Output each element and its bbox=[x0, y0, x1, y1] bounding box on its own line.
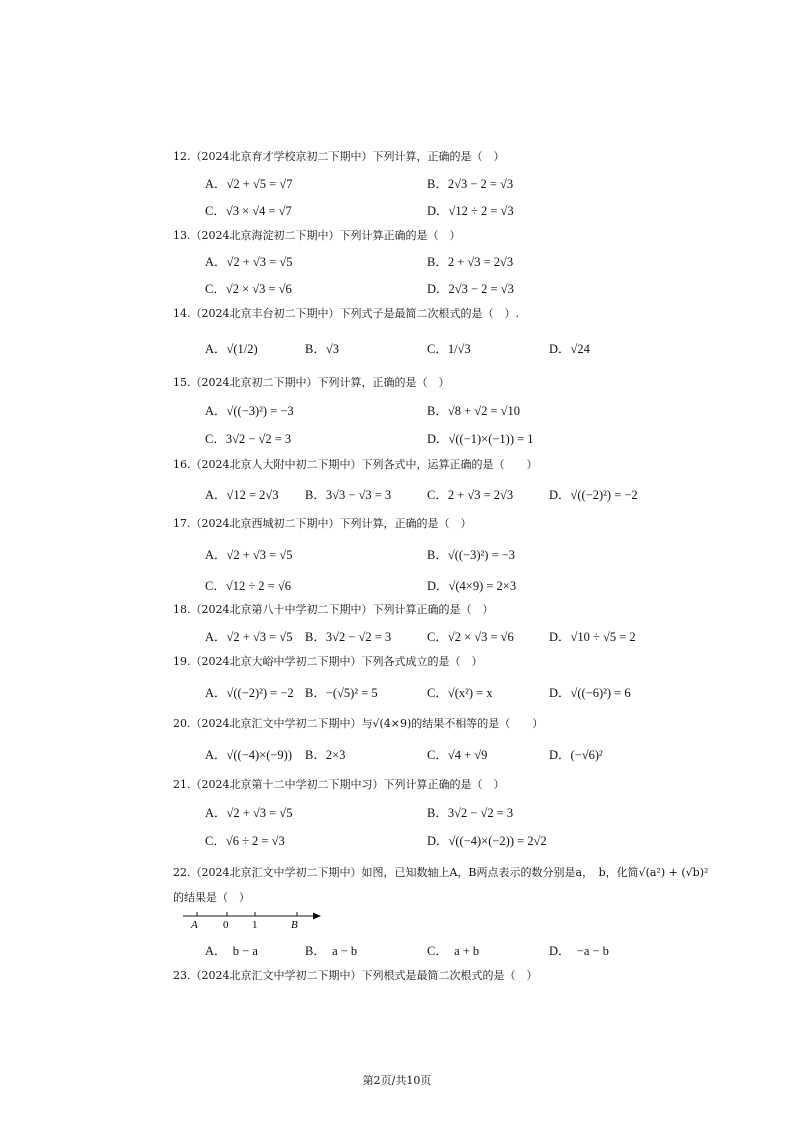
question-21-option-d: D．√((−4)×(−2)) = 2√2 bbox=[427, 834, 547, 848]
question-18-option-d: D．√10 ÷ √5 = 2 bbox=[549, 630, 636, 644]
question-14-stem: 14.（2024北京丰台初二下期中）下列式子是最简二次根式的是（ ）. bbox=[173, 307, 519, 320]
number-line-figure bbox=[183, 910, 323, 930]
question-18-option-a: A．√2 + √3 = √5 bbox=[205, 630, 293, 644]
question-19-option-a: A．√((−2)²) = −2 bbox=[205, 686, 294, 700]
question-12-option-c: C．√3 × √4 = √7 bbox=[205, 204, 292, 218]
number-line-arrow-icon bbox=[313, 913, 321, 920]
question-22-option-c: C． a + b bbox=[427, 944, 480, 958]
question-15-option-b: B．√8 + √2 = √10 bbox=[427, 404, 521, 418]
question-20-stem: 20.（2024北京汇文中学初二下期中）与√(4×9)的结果不相等的是（ ） bbox=[173, 717, 544, 730]
question-12-option-d: D．√12 ÷ 2 = √3 bbox=[427, 204, 514, 218]
question-13-option-b: B．2 + √3 = 2√3 bbox=[427, 255, 514, 269]
question-20-option-b: B．2×3 bbox=[305, 748, 346, 762]
question-12-stem: 12.（2024北京育才学校京初二下期中）下列计算，正确的是（ ） bbox=[173, 150, 505, 163]
question-19-option-b: B．−(√5)² = 5 bbox=[305, 686, 378, 700]
question-22-option-b: B． a − b bbox=[305, 944, 358, 958]
question-14-option-a: A．√(1/2) bbox=[205, 342, 258, 356]
question-21-option-b: B．3√2 − √2 = 3 bbox=[427, 806, 514, 820]
question-20-option-c: C．√4 + √9 bbox=[427, 748, 488, 762]
question-17-option-d: D．√(4×9) = 2×3 bbox=[427, 579, 517, 593]
question-19-option-c: C．√(x²) = x bbox=[427, 686, 493, 700]
question-22-option-d: D． −a − b bbox=[549, 944, 609, 958]
question-23-stem: 23.（2024北京汇文中学初二下期中）下列根式是最简二次根式的是（ ） bbox=[173, 969, 538, 982]
page-number: 第2页/共10页 bbox=[362, 1074, 432, 1087]
question-12-option-b: B．2√3 − 2 = √3 bbox=[427, 177, 514, 191]
label-a: A bbox=[191, 919, 198, 930]
question-17-option-b: B．√((−3)²) = −3 bbox=[427, 548, 515, 562]
question-16-option-a: A．√12 = 2√3 bbox=[205, 488, 279, 502]
question-22-stem-continued: 的结果是（ ） bbox=[173, 891, 250, 904]
question-16-option-b: B．3√3 − √3 = 3 bbox=[305, 488, 392, 502]
question-14-option-d: D．√24 bbox=[549, 342, 590, 356]
question-19-option-d: D．√((−6)²) = 6 bbox=[549, 686, 631, 700]
question-21-option-a: A．√2 + √3 = √5 bbox=[205, 806, 293, 820]
question-22-option-a: A． b − a bbox=[205, 944, 258, 958]
question-17-option-a: A．√2 + √3 = √5 bbox=[205, 548, 293, 562]
question-17-stem: 17.（2024北京西城初二下期中）下列计算，正确的是（ ） bbox=[173, 517, 472, 530]
question-13-option-a: A．√2 + √3 = √5 bbox=[205, 255, 293, 269]
question-18-option-b: B．3√2 − √2 = 3 bbox=[305, 630, 392, 644]
question-13-option-c: C．√2 × √3 = √6 bbox=[205, 282, 292, 296]
question-13-stem: 13.（2024北京海淀初二下期中）下列计算正确的是（ ） bbox=[173, 229, 461, 242]
question-12-option-a: A．√2 + √5 = √7 bbox=[205, 177, 293, 191]
question-21-option-c: C．√6 ÷ 2 = √3 bbox=[205, 834, 285, 848]
label-0: 0 bbox=[223, 919, 229, 930]
question-19-stem: 19.（2024北京大峪中学初二下期中）下列各式成立的是（ ） bbox=[173, 655, 483, 668]
question-18-option-c: C．√2 × √3 = √6 bbox=[427, 630, 514, 644]
question-14-option-c: C．1/√3 bbox=[427, 342, 471, 356]
question-16-stem: 16.（2024北京人大附中初二下期中）下列各式中，运算正确的是（ ） bbox=[173, 458, 538, 471]
question-13-option-d: D．2√3 − 2 = √3 bbox=[427, 282, 514, 296]
question-15-option-d: D．√((−1)×(−1)) = 1 bbox=[427, 432, 534, 446]
question-15-option-c: C．3√2 − √2 = 3 bbox=[205, 432, 292, 446]
question-16-option-c: C．2 + √3 = 2√3 bbox=[427, 488, 514, 502]
question-22-stem: 22.（2024北京汇文中学初二下期中）如图，已知数轴上A，B两点表示的数分别是a， b，化简√(a²) + (√b)² bbox=[173, 866, 709, 879]
question-14-option-b: B．√3 bbox=[305, 342, 339, 356]
label-1: 1 bbox=[252, 919, 258, 930]
question-20-option-a: A．√((−4)×(−9)) bbox=[205, 748, 293, 762]
question-15-stem: 15.（2024北京初二下期中）下列计算，正确的是（ ） bbox=[173, 376, 450, 389]
question-18-stem: 18.（2024北京第八十中学初二下期中）下列计算正确的是（ ） bbox=[173, 603, 494, 616]
question-17-option-c: C．√12 ÷ 2 = √6 bbox=[205, 579, 291, 593]
question-16-option-d: D．√((−2)²) = −2 bbox=[549, 488, 638, 502]
question-15-option-a: A．√((−3)²) = −3 bbox=[205, 404, 294, 418]
label-b: B bbox=[291, 919, 298, 930]
question-21-stem: 21.（2024北京第十二中学初二下期中习）下列计算正确的是（ ） bbox=[173, 778, 505, 791]
question-20-option-d: D．(−√6)² bbox=[549, 748, 603, 762]
